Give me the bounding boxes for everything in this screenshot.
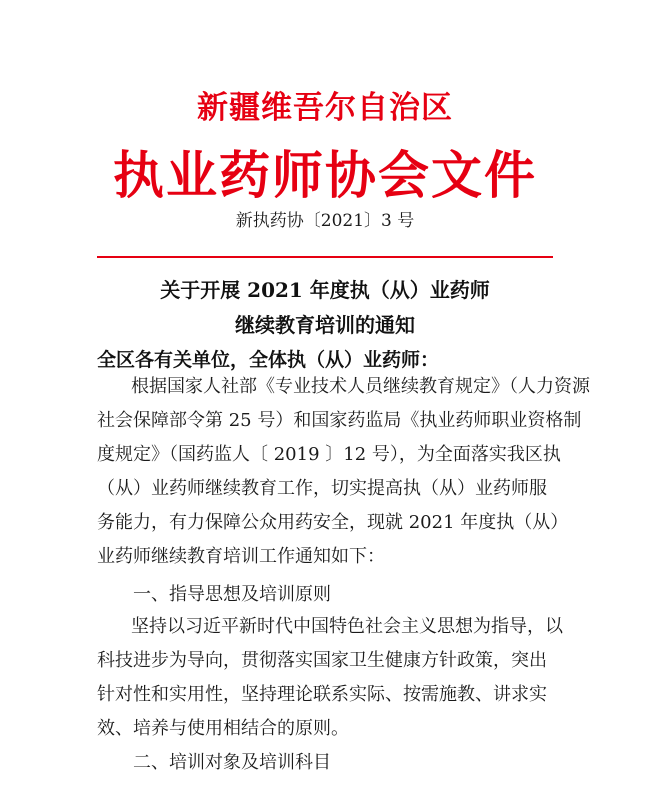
section1-line: 针对性和实用性，坚持理论联系实际、按需施教、讲求实 xyxy=(97,684,547,705)
intro-line: （从）业药师继续教育工作，切实提高执（从）业药师服 xyxy=(97,478,547,499)
document-number: 新执药协〔2021〕3 号 xyxy=(235,211,415,231)
section-heading-2: 二、培训对象及培训科目 xyxy=(133,752,331,773)
issuing-region: 新疆维吾尔自治区 xyxy=(197,90,453,126)
intro-line: 度规定》（国药监人〔 2019 〕12 号），为全面落实我区执 xyxy=(97,444,561,465)
salutation: 全区各有关单位，全体执（从）业药师： xyxy=(97,349,440,371)
section1-line: 科技进步为导向，贯彻落实国家卫生健康方针政策，突出 xyxy=(97,650,547,671)
section1-line: 效、培养与使用相结合的原则。 xyxy=(97,718,349,739)
notice-title-line-2: 继续教育培训的通知 xyxy=(235,313,415,337)
intro-line: 业药师继续教育培训工作通知如下： xyxy=(97,546,385,567)
section1-line: 坚持以习近平新时代中国特色社会主义思想为指导，以 xyxy=(131,616,563,637)
red-divider xyxy=(97,256,553,258)
document-header-title: 执业药师协会文件 xyxy=(112,146,537,206)
intro-line: 社会保障部令第 25 号）和国家药监局《执业药师职业资格制 xyxy=(97,410,582,431)
notice-title-line-1: 关于开展 2021 年度执（从）业药师 xyxy=(160,278,490,302)
intro-line: 根据国家人社部《专业技术人员继续教育规定》（人力资源 xyxy=(131,376,590,397)
intro-line: 务能力，有力保障公众用药安全，现就 2021 年度执（从） xyxy=(97,512,569,533)
section-heading-1: 一、指导思想及培训原则 xyxy=(133,584,331,605)
